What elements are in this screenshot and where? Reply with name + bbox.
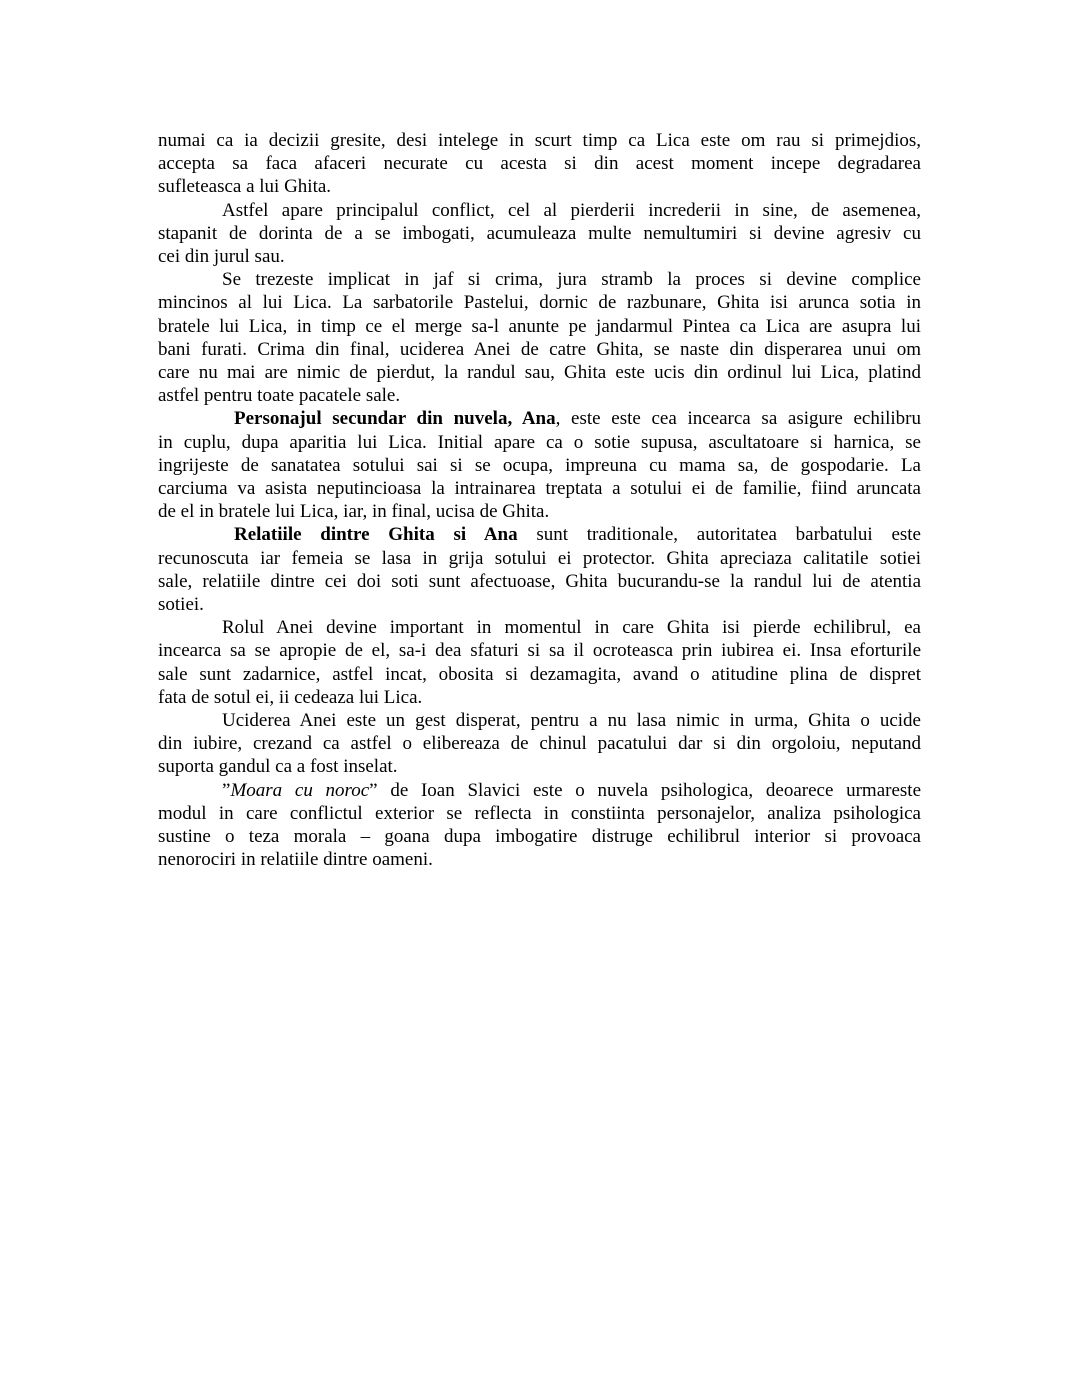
text-line: [158, 384, 921, 407]
text-run: carciuma va asista neputincioasa la intrainarea treptata a sotului ei de familie, fiind aruncata: [158, 478, 921, 500]
text-run: modul in care conflictul exterior se reflecta in constiinta personajelor, analiza psihologica: [158, 802, 921, 824]
text-line: [158, 663, 921, 686]
text-line: [158, 686, 921, 709]
text-run: sufleteasca a lui Ghita.: [158, 176, 332, 198]
text-run: sotiei.: [158, 594, 204, 616]
bold-text: Personajul secundar din nuvela, Ana: [234, 408, 556, 430]
text-line: [158, 848, 921, 871]
text-run: Astfel apare principalul conflict, cel al pierderii increderii in sine, de asemenea,: [222, 199, 921, 221]
text-run: ingrijeste de sanatatea sotului sai si se ocupa, impreuna cu mama sa, de gospodarie. La: [158, 454, 921, 476]
text-run: bratele lui Lica, in timp ce el merge sa-l anunte pe jandarmul Pintea ca Lica are asupra lui: [158, 315, 921, 337]
text-run: stapanit de dorinta de a se imbogati, acumuleaza multe nemultumiri si devine agresiv cu: [158, 222, 921, 244]
text-run: Rolul Anei devine important in momentul in care Ghita isi pierde echilibrul, ea: [222, 617, 921, 639]
text-line: [158, 570, 921, 593]
paragraph: [158, 199, 921, 269]
text-run: sale sunt zadarnice, astfel incat, obosita si dezamagita, avand o atitudine plina de dispret: [158, 663, 921, 685]
text-line: [158, 291, 921, 314]
text-line: [158, 755, 921, 778]
text-line: [158, 825, 921, 848]
text-line: [158, 477, 921, 500]
text-line: [158, 315, 921, 338]
text-run: recunoscuta iar femeia se lasa in grija sotului ei protector. Ghita apreciaza calitatile sotiei: [158, 547, 921, 569]
bold-text: Relatiile dintre Ghita si Ana: [234, 524, 518, 546]
text-run: fata de sotul ei, ii cedeaza lui Lica.: [158, 686, 423, 708]
text-line: [158, 175, 921, 198]
text-run: mincinos al lui Lica. La sarbatorile Pastelui, dornic de razbunare, Ghita isi arunca sotia in: [158, 292, 921, 314]
text-run: Uciderea Anei este un gest disperat, pentru a nu lasa nimic in urma, Ghita o ucide: [222, 710, 921, 732]
text-line: [158, 500, 921, 523]
paragraph: [158, 779, 921, 872]
text-line: [158, 431, 921, 454]
text-run: astfel pentru toate pacatele sale.: [158, 385, 401, 407]
text-line: [158, 268, 921, 291]
text-line: [158, 454, 921, 477]
paragraph: [158, 268, 921, 407]
text-line: [158, 129, 921, 152]
paragraph: [158, 709, 921, 779]
text-run: suporta gandul ca a fost inselat.: [158, 756, 398, 778]
text-run: , este este cea incearca sa asigure echilibru: [555, 408, 921, 430]
text-run: de el in bratele lui Lica, iar, in final, ucisa de Ghita.: [158, 501, 550, 523]
paragraph: [158, 523, 921, 616]
text-run: ”: [222, 779, 231, 801]
text-run: numai ca ia decizii gresite, desi intelege in scurt timp ca Lica este om rau si primejdios,: [158, 130, 921, 151]
text-line: [158, 199, 921, 222]
text-run: din iubire, crezand ca astfel o elibereaza de chinul pacatului dar si din orgoloiu, neputand: [158, 733, 921, 755]
text-line: [158, 361, 921, 384]
text-run: sunt traditionale, autoritatea barbatului este: [517, 524, 921, 546]
text-line: [158, 407, 921, 430]
text-run: nenorociri in relatiile dintre oameni.: [158, 849, 433, 871]
paragraph: [158, 407, 921, 523]
paragraph: [158, 616, 921, 709]
text-run: care nu mai are nimic de pierdut, la randul sau, Ghita este ucis din ordinul lui Lica, platind: [158, 362, 921, 384]
text-run: accepta sa faca afaceri necurate cu acesta si din acest moment incepe degradarea: [158, 153, 921, 175]
text-line: [158, 639, 921, 662]
paragraph: [158, 129, 921, 199]
text-line: [158, 245, 921, 268]
text-run: cei din jurul sau.: [158, 246, 285, 268]
text-line: [158, 523, 921, 546]
text-line: [158, 779, 921, 802]
text-line: [158, 338, 921, 361]
text-run: sustine o teza morala – goana dupa imbogatire distruge echilibrul interior si provoaca: [158, 826, 921, 848]
text-line: [158, 802, 921, 825]
document-page-body: [158, 129, 921, 872]
text-line: [158, 616, 921, 639]
text-line: [158, 732, 921, 755]
text-run: ” de Ioan Slavici este o nuvela psihologica, deoarece urmareste: [369, 779, 922, 801]
text-run: Se trezeste implicat in jaf si crima, jura stramb la proces si devine complice: [222, 269, 921, 291]
text-run: bani furati. Crima din final, uciderea Anei de catre Ghita, se naste din disperarea unui om: [158, 338, 921, 360]
text-line: [158, 222, 921, 245]
text-run: sale, relatiile dintre cei doi soti sunt afectuoase, Ghita bucurandu-se la randul lui de atentia: [158, 570, 921, 592]
text-line: [158, 547, 921, 570]
italic-title: Moara cu noroc: [230, 779, 370, 801]
text-line: [158, 593, 921, 616]
text-line: [158, 152, 921, 175]
text-line: [158, 709, 921, 732]
text-run: in cuplu, dupa aparitia lui Lica. Initial apare ca o sotie supusa, ascultatoare si harnica, se: [158, 431, 921, 453]
text-run: incearca sa se apropie de el, sa-i dea sfaturi si sa il ocroteasca prin iubirea ei. Insa eforturile: [158, 640, 921, 662]
